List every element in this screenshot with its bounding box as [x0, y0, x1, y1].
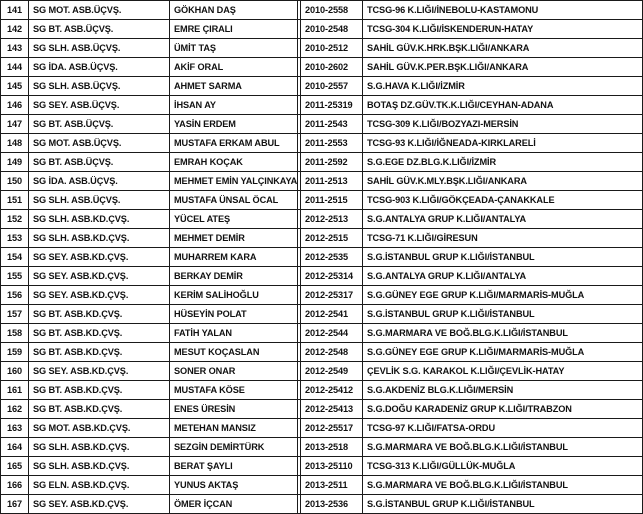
table-row — [1, 210, 643, 229]
name-cell: ÜMİT TAŞ — [170, 39, 298, 58]
row-number-cell: 160 — [1, 362, 29, 381]
sicil-number-cell: 2012-25413 — [301, 400, 363, 419]
sicil-number-cell: 2010-2557 — [301, 77, 363, 96]
unit-cell: S.G.AKDENİZ BLG.K.LIĞI/MERSİN — [363, 381, 643, 400]
unit-cell: S.G.GÜNEY EGE GRUP K.LIĞI/MARMARİS-MUĞLA — [363, 343, 643, 362]
table-row — [1, 39, 643, 58]
unit-cell: TCSG-96 K.LIĞI/İNEBOLU-KASTAMONU — [363, 1, 643, 20]
row-number-cell: 158 — [1, 324, 29, 343]
table-row — [1, 381, 643, 400]
rank-cell: SG SEY. ASB.KD.ÇVŞ. — [29, 286, 170, 305]
unit-cell: SAHİL GÜV.K.PER.BŞK.LIĞI/ANKARA — [363, 58, 643, 77]
unit-cell: TCSG-313 K.LIĞI/GÜLLÜK-MUĞLA — [363, 457, 643, 476]
rank-cell: SG BT. ASB.KD.ÇVŞ. — [29, 305, 170, 324]
row-number-cell: 148 — [1, 134, 29, 153]
table-row — [1, 229, 643, 248]
name-cell: MUSTAFA ÜNSAL ÖCAL — [170, 191, 298, 210]
unit-cell: S.G.GÜNEY EGE GRUP K.LIĞI/MARMARİS-MUĞLA — [363, 286, 643, 305]
table-row — [1, 457, 643, 476]
table-row — [1, 191, 643, 210]
name-cell: METEHAN MANSIZ — [170, 419, 298, 438]
unit-cell: S.G.EGE DZ.BLG.K.LIĞI/İZMİR — [363, 153, 643, 172]
row-number-cell: 156 — [1, 286, 29, 305]
table-row — [1, 286, 643, 305]
rank-cell: SG SEY. ASB.KD.ÇVŞ. — [29, 495, 170, 514]
name-cell: BERKAY DEMİR — [170, 267, 298, 286]
unit-cell: TCSG-71 K.LIĞI/GİRESUN — [363, 229, 643, 248]
row-number-cell: 159 — [1, 343, 29, 362]
table-row — [1, 77, 643, 96]
name-cell: YUNUS AKTAŞ — [170, 476, 298, 495]
name-cell: MUSTAFA ERKAM ABUL — [170, 134, 298, 153]
unit-cell: SAHİL GÜV.K.MLY.BŞK.LIĞI/ANKARA — [363, 172, 643, 191]
unit-cell: S.G.İSTANBUL GRUP K.LIĞI/İSTANBUL — [363, 305, 643, 324]
unit-cell: S.G.MARMARA VE BOĞ.BLG.K.LIĞI/İSTANBUL — [363, 438, 643, 457]
table-row — [1, 134, 643, 153]
sicil-number-cell: 2013-2511 — [301, 476, 363, 495]
sicil-number-cell: 2012-25317 — [301, 286, 363, 305]
unit-cell: S.G.MARMARA VE BOĞ.BLG.K.LIĞI/İSTANBUL — [363, 324, 643, 343]
unit-cell: BOTAŞ DZ.GÜV.TK.K.LIĞI/CEYHAN-ADANA — [363, 96, 643, 115]
rank-cell: SG ELN. ASB.KD.ÇVŞ. — [29, 476, 170, 495]
rank-cell: SG SLH. ASB.KD.ÇVŞ. — [29, 229, 170, 248]
table-row — [1, 172, 643, 191]
table-row — [1, 115, 643, 134]
name-cell: AKİF ORAL — [170, 58, 298, 77]
table-row — [1, 96, 643, 115]
rank-cell: SG SLH. ASB.KD.ÇVŞ. — [29, 457, 170, 476]
rank-cell: SG MOT. ASB.ÜÇVŞ. — [29, 1, 170, 20]
row-number-cell: 141 — [1, 1, 29, 20]
name-cell: FATİH YALAN — [170, 324, 298, 343]
name-cell: HÜSEYİN POLAT — [170, 305, 298, 324]
table-body — [1, 1, 643, 514]
name-cell: MEHMET EMİN YALÇINKAYA — [170, 172, 298, 191]
rank-cell: SG SEY. ASB.ÜÇVŞ. — [29, 96, 170, 115]
name-cell: SONER ONAR — [170, 362, 298, 381]
sicil-number-cell: 2012-25412 — [301, 381, 363, 400]
row-number-cell: 153 — [1, 229, 29, 248]
unit-cell: ÇEVLİK S.G. KARAKOL K.LIĞI/ÇEVLİK-HATAY — [363, 362, 643, 381]
row-number-cell: 145 — [1, 77, 29, 96]
rank-cell: SG BT. ASB.KD.ÇVŞ. — [29, 324, 170, 343]
name-cell: ÖMER İÇCAN — [170, 495, 298, 514]
sicil-number-cell: 2010-2548 — [301, 20, 363, 39]
sicil-number-cell: 2012-2515 — [301, 229, 363, 248]
row-number-cell: 155 — [1, 267, 29, 286]
sicil-number-cell: 2012-2535 — [301, 248, 363, 267]
table-row — [1, 20, 643, 39]
rank-cell: SG BT. ASB.KD.ÇVŞ. — [29, 343, 170, 362]
row-number-cell: 146 — [1, 96, 29, 115]
row-number-cell: 142 — [1, 20, 29, 39]
rank-cell: SG SLH. ASB.ÜÇVŞ. — [29, 77, 170, 96]
unit-cell: S.G.HAVA K.LIĞI/İZMİR — [363, 77, 643, 96]
table-row — [1, 58, 643, 77]
table-row — [1, 400, 643, 419]
unit-cell: S.G.İSTANBUL GRUP K.LIĞI/İSTANBUL — [363, 495, 643, 514]
rank-cell: SG SLH. ASB.KD.ÇVŞ. — [29, 438, 170, 457]
row-number-cell: 149 — [1, 153, 29, 172]
unit-cell: S.G.ANTALYA GRUP K.LIĞI/ANTALYA — [363, 210, 643, 229]
sicil-number-cell: 2013-25110 — [301, 457, 363, 476]
name-cell: BERAT ŞAYLI — [170, 457, 298, 476]
sicil-number-cell: 2011-2515 — [301, 191, 363, 210]
row-number-cell: 166 — [1, 476, 29, 495]
table-row — [1, 153, 643, 172]
name-cell: ENES ÜRESİN — [170, 400, 298, 419]
row-number-cell: 144 — [1, 58, 29, 77]
name-cell: AHMET SARMA — [170, 77, 298, 96]
name-cell: MUSTAFA KÖSE — [170, 381, 298, 400]
row-number-cell: 165 — [1, 457, 29, 476]
unit-cell: TCSG-903 K.LIĞI/GÖKÇEADA-ÇANAKKALE — [363, 191, 643, 210]
table-row — [1, 476, 643, 495]
sicil-number-cell: 2011-25319 — [301, 96, 363, 115]
sicil-number-cell: 2012-2549 — [301, 362, 363, 381]
table-row — [1, 438, 643, 457]
sicil-number-cell: 2012-2544 — [301, 324, 363, 343]
name-cell: KERİM SALİHOĞLU — [170, 286, 298, 305]
table-row — [1, 267, 643, 286]
name-cell: YASİN ERDEM — [170, 115, 298, 134]
sicil-number-cell: 2012-2548 — [301, 343, 363, 362]
unit-cell: S.G.ANTALYA GRUP K.LIĞI/ANTALYA — [363, 267, 643, 286]
sicil-number-cell: 2010-2512 — [301, 39, 363, 58]
row-number-cell: 162 — [1, 400, 29, 419]
unit-cell: TCSG-97 K.LIĞI/FATSA-ORDU — [363, 419, 643, 438]
sicil-number-cell: 2011-2513 — [301, 172, 363, 191]
rank-cell: SG BT. ASB.KD.ÇVŞ. — [29, 400, 170, 419]
row-number-cell: 151 — [1, 191, 29, 210]
sicil-number-cell: 2010-2602 — [301, 58, 363, 77]
row-number-cell: 163 — [1, 419, 29, 438]
table-row — [1, 343, 643, 362]
rank-cell: SG BT. ASB.ÜÇVŞ. — [29, 20, 170, 39]
unit-cell: TCSG-309 K.LIĞI/BOZYAZI-MERSİN — [363, 115, 643, 134]
row-number-cell: 164 — [1, 438, 29, 457]
rank-cell: SG MOT. ASB.ÜÇVŞ. — [29, 134, 170, 153]
sicil-number-cell: 2012-2513 — [301, 210, 363, 229]
row-number-cell: 143 — [1, 39, 29, 58]
row-number-cell: 157 — [1, 305, 29, 324]
unit-cell: S.G.İSTANBUL GRUP K.LIĞI/İSTANBUL — [363, 248, 643, 267]
table-row — [1, 248, 643, 267]
rank-cell: SG BT. ASB.KD.ÇVŞ. — [29, 381, 170, 400]
unit-cell: TCSG-304 K.LIĞI/İSKENDERUN-HATAY — [363, 20, 643, 39]
name-cell: MEHMET DEMİR — [170, 229, 298, 248]
name-cell: YÜCEL ATEŞ — [170, 210, 298, 229]
rank-cell: SG SLH. ASB.KD.ÇVŞ. — [29, 210, 170, 229]
sicil-number-cell: 2013-2518 — [301, 438, 363, 457]
row-number-cell: 167 — [1, 495, 29, 514]
sicil-number-cell: 2012-25314 — [301, 267, 363, 286]
sicil-number-cell: 2012-2541 — [301, 305, 363, 324]
name-cell: SEZGİN DEMİRTÜRK — [170, 438, 298, 457]
name-cell: MESUT KOÇASLAN — [170, 343, 298, 362]
table-row — [1, 1, 643, 20]
sicil-number-cell: 2011-2553 — [301, 134, 363, 153]
table-row — [1, 362, 643, 381]
name-cell: EMRAH KOÇAK — [170, 153, 298, 172]
rank-cell: SG SLH. ASB.ÜÇVŞ. — [29, 191, 170, 210]
name-cell: GÖKHAN DAŞ — [170, 1, 298, 20]
name-cell: MUHARREM KARA — [170, 248, 298, 267]
table-row — [1, 419, 643, 438]
sicil-number-cell: 2010-2558 — [301, 1, 363, 20]
rank-cell: SG MOT. ASB.KD.ÇVŞ. — [29, 419, 170, 438]
sicil-number-cell: 2012-25517 — [301, 419, 363, 438]
row-number-cell: 154 — [1, 248, 29, 267]
rank-cell: SG SEY. ASB.KD.ÇVŞ. — [29, 362, 170, 381]
table-row — [1, 324, 643, 343]
row-number-cell: 147 — [1, 115, 29, 134]
rank-cell: SG SEY. ASB.KD.ÇVŞ. — [29, 267, 170, 286]
rank-cell: SG BT. ASB.ÜÇVŞ. — [29, 153, 170, 172]
row-number-cell: 150 — [1, 172, 29, 191]
rank-cell: SG SLH. ASB.ÜÇVŞ. — [29, 39, 170, 58]
rank-cell: SG SEY. ASB.KD.ÇVŞ. — [29, 248, 170, 267]
rank-cell: SG BT. ASB.ÜÇVŞ. — [29, 115, 170, 134]
name-cell: EMRE ÇIRALI — [170, 20, 298, 39]
sicil-number-cell: 2011-2592 — [301, 153, 363, 172]
unit-cell: SAHİL GÜV.K.HRK.BŞK.LIĞI/ANKARA — [363, 39, 643, 58]
unit-cell: TCSG-93 K.LIĞI/İĞNEADA-KIRKLARELİ — [363, 134, 643, 153]
name-cell: İHSAN AY — [170, 96, 298, 115]
table-row — [1, 305, 643, 324]
row-number-cell: 152 — [1, 210, 29, 229]
unit-cell: S.G.MARMARA VE BOĞ.BLG.K.LIĞI/İSTANBUL — [363, 476, 643, 495]
unit-cell: S.G.DOĞU KARADENİZ GRUP K.LIĞI/TRABZON — [363, 400, 643, 419]
rank-cell: SG İDA. ASB.ÜÇVŞ. — [29, 58, 170, 77]
sicil-number-cell: 2011-2543 — [301, 115, 363, 134]
sicil-number-cell: 2013-2536 — [301, 495, 363, 514]
table-row — [1, 495, 643, 514]
row-number-cell: 161 — [1, 381, 29, 400]
rank-cell: SG İDA. ASB.ÜÇVŞ. — [29, 172, 170, 191]
